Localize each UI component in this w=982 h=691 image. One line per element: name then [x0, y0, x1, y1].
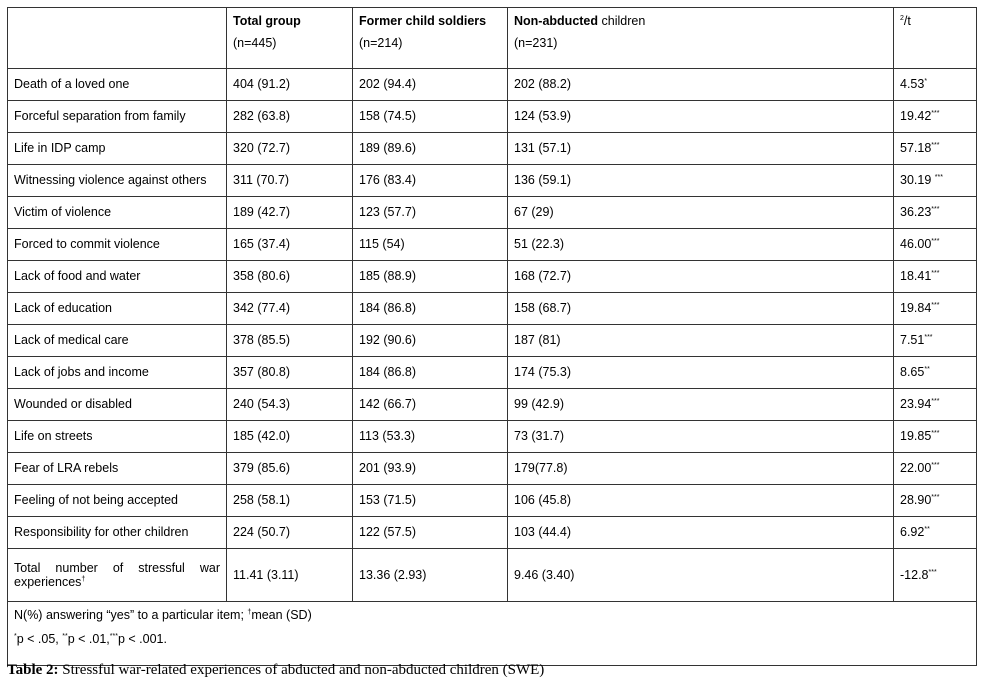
row-non-abducted-cell: 51 (22.3) [508, 229, 894, 261]
row-stat-value: 19.84 [900, 301, 932, 315]
row-stat-significance: ** [924, 525, 930, 533]
row-stat-value: 23.94 [900, 397, 932, 411]
table-row [8, 485, 977, 517]
row-label-cell: Feeling of not being accepted [8, 485, 227, 517]
row-former-cell: 192 (90.6) [353, 325, 508, 357]
row-stat-significance: *** [934, 173, 943, 181]
row-stat-cell [894, 229, 977, 261]
table-row [8, 325, 977, 357]
row-stat-significance: *** [931, 109, 940, 117]
row-label-cell: Wounded or disabled [8, 389, 227, 421]
row-stat-significance: *** [931, 461, 940, 469]
table-row [8, 133, 977, 165]
caption-text: Stressful war-related experiences of abducted and non-abducted children (SWE) [58, 662, 545, 678]
table-row [8, 197, 977, 229]
row-stat-value: 19.42 [900, 109, 932, 123]
total-sig: *** [928, 568, 937, 576]
row-stat-cell [894, 517, 977, 549]
row-total-cell: 185 (42.0) [227, 421, 353, 453]
row-label-cell: Lack of medical care [8, 325, 227, 357]
header-non-n: (n=231) [514, 36, 558, 50]
row-stat-value: 6.92 [900, 525, 925, 539]
row-total-cell: 378 (85.5) [227, 325, 353, 357]
row-stat-significance: *** [924, 333, 933, 341]
total-total-cell: 11.41 (3.11) [227, 549, 353, 602]
row-stat-value: 8.65 [900, 365, 925, 379]
row-total-cell: 357 (80.8) [227, 357, 353, 389]
row-stat-cell [894, 389, 977, 421]
row-stat-cell [894, 101, 977, 133]
row-total-cell: 258 (58.1) [227, 485, 353, 517]
row-stat-cell [894, 197, 977, 229]
table-header-row [8, 8, 977, 69]
row-label-cell: Death of a loved one [8, 69, 227, 101]
table-row [8, 165, 977, 197]
row-stat-significance: *** [931, 493, 940, 501]
total-dagger: † [81, 575, 86, 583]
row-stat-value: 19.85 [900, 429, 932, 443]
note-line-2 [14, 632, 970, 647]
row-stat-significance: *** [931, 205, 940, 213]
row-stat-cell [894, 133, 977, 165]
header-former-title: Former child soldiers [359, 14, 487, 28]
notes-cell [8, 602, 977, 666]
row-former-cell: 184 (86.8) [353, 293, 508, 325]
swe-table [7, 7, 977, 666]
row-total-cell: 320 (72.7) [227, 133, 353, 165]
row-non-abducted-cell: 168 (72.7) [508, 261, 894, 293]
row-stat-value: 30.19 [900, 173, 935, 187]
table-row [8, 421, 977, 453]
row-former-cell: 153 (71.5) [353, 485, 508, 517]
row-former-cell: 201 (93.9) [353, 453, 508, 485]
row-former-cell: 115 (54) [353, 229, 508, 261]
table-caption [7, 662, 544, 679]
table-row [8, 517, 977, 549]
header-total-n: (n=445) [233, 36, 277, 50]
row-total-cell: 240 (54.3) [227, 389, 353, 421]
row-former-cell: 123 (57.7) [353, 197, 508, 229]
row-former-cell: 176 (83.4) [353, 165, 508, 197]
row-stat-value: 28.90 [900, 493, 932, 507]
row-total-cell: 358 (80.6) [227, 261, 353, 293]
header-non-title-bold: Non-abducted [514, 14, 599, 28]
row-non-abducted-cell: 136 (59.1) [508, 165, 894, 197]
table-row [8, 229, 977, 261]
header-former-n: (n=214) [359, 36, 403, 50]
row-label-cell: Lack of education [8, 293, 227, 325]
table-row [8, 261, 977, 293]
row-stat-value: 22.00 [900, 461, 932, 475]
table-body [8, 8, 977, 666]
table-row [8, 357, 977, 389]
note2-t1: p < .05, [16, 632, 63, 646]
row-non-abducted-cell: 202 (88.2) [508, 69, 894, 101]
row-stat-value: 46.00 [900, 237, 932, 251]
table-row [8, 453, 977, 485]
row-label-cell: Forceful separation from family [8, 101, 227, 133]
row-total-cell: 224 (50.7) [227, 517, 353, 549]
total-label: Total number of stressful war experiences [14, 561, 220, 589]
row-total-cell: 165 (37.4) [227, 229, 353, 261]
header-total-group [227, 8, 353, 69]
row-stat-value: 18.41 [900, 269, 932, 283]
row-stat-cell [894, 453, 977, 485]
row-stat-significance: *** [931, 429, 940, 437]
note2-t3: p < .001. [117, 632, 167, 646]
row-total-cell: 311 (70.7) [227, 165, 353, 197]
row-former-cell: 158 (74.5) [353, 101, 508, 133]
row-stat-significance: ** [924, 365, 930, 373]
row-former-cell: 122 (57.5) [353, 517, 508, 549]
row-non-abducted-cell: 106 (45.8) [508, 485, 894, 517]
row-total-cell: 282 (63.8) [227, 101, 353, 133]
row-non-abducted-cell: 67 (29) [508, 197, 894, 229]
table-row [8, 101, 977, 133]
note2-t2: p < .01, [67, 632, 110, 646]
row-former-cell: 185 (88.9) [353, 261, 508, 293]
row-non-abducted-cell: 174 (75.3) [508, 357, 894, 389]
table-row [8, 69, 977, 101]
total-stat-cell [894, 549, 977, 602]
header-statistic [894, 8, 977, 69]
row-total-cell: 404 (91.2) [227, 69, 353, 101]
note1-b: mean (SD) [251, 608, 312, 622]
row-stat-cell [894, 357, 977, 389]
row-stat-cell [894, 165, 977, 197]
row-non-abducted-cell: 73 (31.7) [508, 421, 894, 453]
total-label-cell [8, 549, 227, 602]
row-total-cell: 379 (85.6) [227, 453, 353, 485]
row-former-cell: 189 (89.6) [353, 133, 508, 165]
header-stat-sup: 2 [900, 14, 904, 22]
row-non-abducted-cell: 187 (81) [508, 325, 894, 357]
note-line-1 [14, 608, 970, 623]
header-empty-cell [8, 8, 227, 69]
row-non-abducted-cell: 124 (53.9) [508, 101, 894, 133]
note2-s3: *** [109, 632, 118, 640]
note2-s1: * [14, 632, 17, 640]
row-stat-cell [894, 69, 977, 101]
row-label-cell: Witnessing violence against others [8, 165, 227, 197]
row-non-abducted-cell: 179(77.8) [508, 453, 894, 485]
table-row [8, 293, 977, 325]
note2-s2: ** [62, 632, 68, 640]
header-non-abducted [508, 8, 894, 69]
row-label-cell: Lack of food and water [8, 261, 227, 293]
row-label-cell: Life in IDP camp [8, 133, 227, 165]
row-stat-value: 4.53 [900, 77, 925, 91]
row-label-cell: Forced to commit violence [8, 229, 227, 261]
row-label-cell: Responsibility for other children [8, 517, 227, 549]
row-non-abducted-cell: 131 (57.1) [508, 133, 894, 165]
row-stat-significance: *** [931, 141, 940, 149]
row-stat-significance: *** [931, 301, 940, 309]
caption-label: Table 2: [7, 662, 59, 678]
table-row [8, 389, 977, 421]
row-former-cell: 142 (66.7) [353, 389, 508, 421]
row-stat-significance: *** [931, 269, 940, 277]
row-non-abducted-cell: 158 (68.7) [508, 293, 894, 325]
row-stat-cell [894, 325, 977, 357]
header-total-title: Total group [233, 14, 301, 28]
row-stat-cell [894, 421, 977, 453]
row-total-cell: 342 (77.4) [227, 293, 353, 325]
row-total-cell: 189 (42.7) [227, 197, 353, 229]
row-stat-value: 57.18 [900, 141, 932, 155]
row-label-cell: Life on streets [8, 421, 227, 453]
notes-row [8, 602, 977, 666]
row-non-abducted-cell: 99 (42.9) [508, 389, 894, 421]
table-container [7, 7, 976, 666]
row-stat-cell [894, 293, 977, 325]
row-former-cell: 113 (53.3) [353, 421, 508, 453]
row-label-cell: Fear of LRA rebels [8, 453, 227, 485]
row-label-cell: Victim of violence [8, 197, 227, 229]
total-former-cell: 13.36 (2.93) [353, 549, 508, 602]
row-stat-cell [894, 261, 977, 293]
note1-dagger: † [247, 608, 252, 616]
note1-a: N(%) answering “yes” to a particular item; [14, 608, 248, 622]
row-stat-value: 36.23 [900, 205, 932, 219]
row-stat-significance: * [924, 77, 928, 85]
header-former-child-soldiers [353, 8, 508, 69]
total-non-cell: 9.46 (3.40) [508, 549, 894, 602]
row-non-abducted-cell: 103 (44.4) [508, 517, 894, 549]
row-stat-significance: *** [931, 397, 940, 405]
row-stat-cell [894, 485, 977, 517]
header-non-title [514, 14, 887, 29]
total-stat: -12.8 [900, 567, 929, 582]
row-former-cell: 184 (86.8) [353, 357, 508, 389]
row-stat-significance: *** [931, 237, 940, 245]
row-label-cell: Lack of jobs and income [8, 357, 227, 389]
row-former-cell: 202 (94.4) [353, 69, 508, 101]
header-non-title-plain: children [598, 14, 646, 28]
header-stat-text: /t [903, 14, 911, 28]
row-stat-value: 7.51 [900, 333, 925, 347]
total-row [8, 549, 977, 602]
